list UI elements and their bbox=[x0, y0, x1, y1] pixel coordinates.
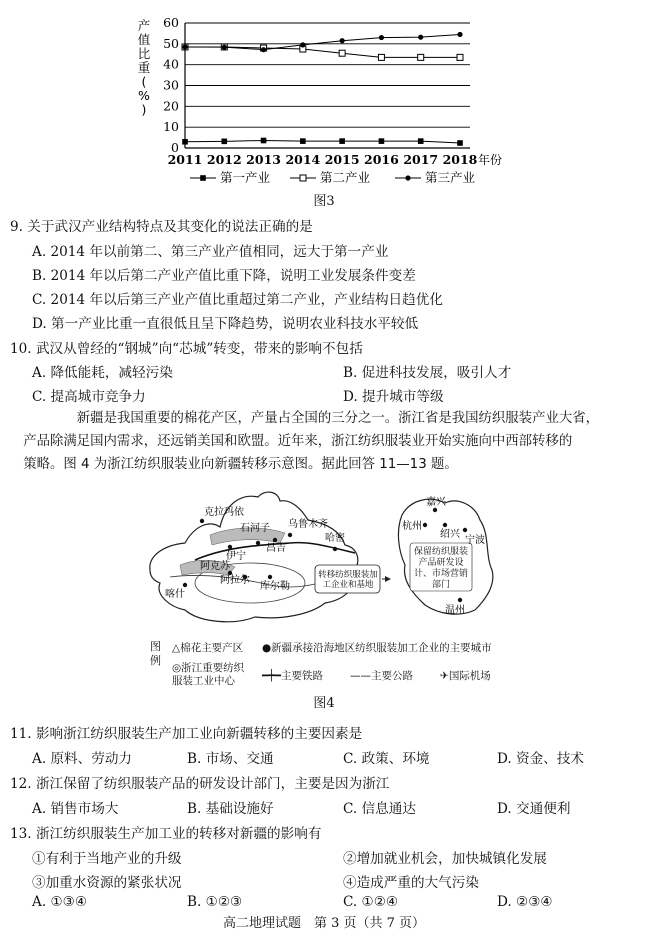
series-0-point-1 bbox=[221, 139, 227, 145]
legend-cotton: △棉花主要产区 bbox=[172, 642, 244, 654]
series-1-point-4 bbox=[339, 50, 345, 56]
q13-option-b[interactable]: B. ①②③ bbox=[187, 894, 243, 910]
transfer-box-text: 转移纺织服装加工企业和基地 bbox=[318, 570, 378, 590]
series-0-point-6 bbox=[418, 138, 424, 144]
q13-statement-3: ③加重水资源的紧张状况 bbox=[32, 875, 182, 891]
zj-box-text: 保留纺织服装产品研发设计、市场营销部门 bbox=[413, 547, 468, 590]
xinjiang-outline bbox=[150, 492, 358, 622]
legend-city: ●新疆承接沿海地区纺织服装加工企业的主要城市 bbox=[262, 642, 492, 654]
q9-option-b[interactable]: B. 2014 年以后第二产业产值比重下降，说明工业发展条件变差 bbox=[32, 268, 416, 284]
q11-option-c[interactable]: C. 政策、环境 bbox=[343, 751, 430, 767]
city-label-0: 克拉玛依 bbox=[204, 507, 244, 518]
dot-icon: ● bbox=[262, 642, 272, 654]
material-paragraph bbox=[23, 407, 610, 476]
q9-stem: 9. 关于武汉产业结构特点及其变化的说法正确的是 bbox=[10, 219, 313, 235]
legend-title: 图例 bbox=[150, 640, 161, 667]
series-0-point-7 bbox=[457, 140, 463, 146]
zj-city-label-4: 温州 bbox=[445, 605, 465, 616]
legend-marker-0 bbox=[200, 175, 206, 181]
q13-statement-2: ②增加就业机会，加快城镇化发展 bbox=[343, 851, 547, 867]
q10-option-d[interactable]: D. 提升城市等级 bbox=[343, 389, 444, 405]
city-label-4: 昌吉 bbox=[266, 543, 286, 554]
series-2-point-5 bbox=[379, 35, 384, 40]
q13-statement-1: ①有利于当地产业的升级 bbox=[32, 851, 182, 867]
rail-line-icon: ━┿━ bbox=[262, 670, 281, 682]
legend-airport: ✈国际机场 bbox=[440, 670, 491, 682]
series-2-point-1 bbox=[222, 45, 227, 50]
city-label-9: 哈密 bbox=[325, 533, 345, 544]
q11-option-d[interactable]: D. 资金、技术 bbox=[497, 751, 585, 767]
zj-city-label-3: 宁波 bbox=[465, 535, 485, 546]
fig3-label: 图3 bbox=[313, 194, 335, 209]
material-line-1: 新疆是我国重要的棉花产区，产量占全国的三分之一。浙江省是我国纺织服装产业大省， bbox=[76, 411, 600, 426]
series-2-point-2 bbox=[261, 47, 266, 52]
line-chart bbox=[130, 8, 530, 198]
fig3-chart bbox=[130, 8, 530, 198]
y-tick-label-1: 10 bbox=[163, 119, 179, 135]
y-axis-label-char-1: 值 bbox=[137, 32, 151, 47]
legend-center: ◎浙江重要纺织服装工业中心 bbox=[172, 662, 245, 687]
city-label-2: 石河子 bbox=[240, 523, 270, 534]
y-axis-label-char-2: 比 bbox=[137, 46, 151, 61]
y-tick-label-3: 30 bbox=[163, 77, 179, 93]
legend-road: ——主要公路 bbox=[350, 670, 413, 682]
q13-stem: 13. 浙江纺织服装生产加工业的转移对新疆的影响有 bbox=[10, 826, 322, 842]
q12-stem: 12. 浙江保留了纺织服装产品的研发设计部门，主要是因为浙江 bbox=[10, 776, 390, 792]
q12-option-a[interactable]: A. 销售市场大 bbox=[32, 801, 119, 817]
page-footer: 高二地理试题 第 3 页（共 7 页） bbox=[222, 916, 426, 931]
q10-stem: 10. 武汉从曾经的“钢城”向“芯城”转变，带来的影响不包括 bbox=[10, 341, 363, 357]
y-axis-label-char-4: ( bbox=[141, 74, 147, 89]
q11-option-b[interactable]: B. 市场、交通 bbox=[187, 751, 274, 767]
q10-option-b[interactable]: B. 促进科技发展，吸引人才 bbox=[343, 365, 512, 381]
y-tick-label-6: 60 bbox=[163, 15, 179, 30]
x-tick-label-5: 2016 bbox=[364, 152, 399, 167]
x-axis-suffix: 年份 bbox=[478, 153, 503, 167]
series-0-point-3 bbox=[300, 138, 306, 144]
x-tick-label-6: 2017 bbox=[403, 152, 439, 167]
y-axis-label-char-3: 重 bbox=[137, 60, 151, 75]
y-axis-label-char-0: 产 bbox=[137, 18, 151, 33]
series-2-point-7 bbox=[457, 32, 462, 37]
x-tick-label-2: 2013 bbox=[246, 152, 281, 167]
legend-marker-2 bbox=[405, 175, 410, 180]
material-line-3: 策略。图 4 为浙江纺织服装业向新疆转移示意图。据此回答 11—13 题。 bbox=[23, 457, 458, 472]
series-0-point-5 bbox=[379, 138, 385, 144]
city-label-8: 库尔勒 bbox=[260, 581, 290, 592]
legend-rail: ━┿━主要铁路 bbox=[262, 670, 323, 682]
x-tick-label-4: 2015 bbox=[324, 152, 360, 167]
x-tick-label-0: 2011 bbox=[167, 152, 203, 167]
city-label-6: 阿拉尔 bbox=[220, 575, 250, 586]
legend-label-1: 第二产业 bbox=[320, 170, 371, 185]
q11-stem: 11. 影响浙江纺织服装生产加工业向新疆转移的主要因素是 bbox=[10, 726, 363, 742]
material-line-2: 产品除满足国内需求，还远销美国和欧盟。近年来，浙江纺织服装业开始实施向中西部转移的 bbox=[23, 434, 573, 449]
q12-option-b[interactable]: B. 基础设施好 bbox=[187, 801, 274, 817]
q13-option-d[interactable]: D. ②③④ bbox=[497, 894, 553, 910]
y-tick-label-5: 50 bbox=[163, 35, 179, 51]
city-label-3: 乌鲁木齐 bbox=[288, 519, 328, 530]
series-1-point-5 bbox=[378, 54, 384, 60]
q11-option-a[interactable]: A. 原料、劳动力 bbox=[32, 751, 133, 767]
series-1-point-6 bbox=[418, 54, 424, 60]
x-tick-label-1: 2012 bbox=[206, 152, 242, 167]
y-tick-label-4: 40 bbox=[163, 56, 179, 72]
x-tick-label-7: 2018 bbox=[442, 152, 478, 167]
zj-city-label-1: 杭州 bbox=[402, 521, 422, 532]
city-label-5: 阿克苏 bbox=[200, 561, 230, 572]
q9-option-c[interactable]: C. 2014 年以后第三产业产值比重超过第二产业，产业结构日趋优化 bbox=[32, 292, 443, 308]
q13-statement-4: ④造成严重的大气污染 bbox=[343, 875, 479, 891]
q9-option-a[interactable]: A. 2014 年以前第二、第三产业产值相同，远大于第一产业 bbox=[32, 244, 389, 260]
q12-option-d[interactable]: D. 交通便利 bbox=[497, 801, 571, 817]
q10-option-c[interactable]: C. 提高城市竞争力 bbox=[32, 389, 146, 405]
zj-city-label-2: 绍兴 bbox=[440, 529, 460, 540]
fig4-map bbox=[140, 485, 520, 635]
y-axis-label-char-6: ) bbox=[141, 102, 147, 117]
triangle-icon: △ bbox=[172, 642, 181, 654]
x-tick-label-3: 2014 bbox=[285, 152, 321, 167]
city-label-7: 喀什 bbox=[165, 589, 185, 600]
fig4-label: 图4 bbox=[313, 696, 335, 711]
q9-option-d[interactable]: D. 第一产业比重一直很低且呈下降趋势，说明农业科技水平较低 bbox=[32, 316, 419, 332]
zj-city-label-0: 嘉兴 bbox=[426, 497, 446, 508]
legend-label-0: 第一产业 bbox=[220, 170, 271, 185]
q13-option-a[interactable]: A. ①③④ bbox=[32, 894, 88, 910]
series-0-point-4 bbox=[339, 138, 345, 144]
road-line-icon: —— bbox=[350, 670, 371, 682]
series-0-point-2 bbox=[261, 138, 267, 144]
series-0-point-0 bbox=[182, 139, 188, 145]
airport-icon: ✈ bbox=[440, 670, 449, 682]
q10-option-a[interactable]: A. 降低能耗，减轻污染 bbox=[32, 365, 173, 381]
legend-label-2: 第三产业 bbox=[425, 170, 476, 185]
legend-marker-1 bbox=[300, 175, 306, 181]
series-2-point-3 bbox=[300, 42, 305, 47]
series-2-point-4 bbox=[340, 38, 345, 43]
y-tick-label-2: 20 bbox=[163, 98, 179, 114]
y-axis-label-char-5: % bbox=[138, 88, 150, 103]
q12-option-c[interactable]: C. 信息通达 bbox=[343, 801, 416, 817]
y-tick-label-0: 0 bbox=[171, 140, 179, 155]
series-2-point-0 bbox=[182, 44, 187, 49]
q13-option-c[interactable]: C. ①②④ bbox=[343, 894, 399, 910]
circle-icon: ◎ bbox=[172, 662, 182, 674]
series-2-point-6 bbox=[418, 35, 423, 40]
city-label-1: 伊宁 bbox=[226, 551, 246, 562]
series-1-point-7 bbox=[457, 54, 463, 60]
